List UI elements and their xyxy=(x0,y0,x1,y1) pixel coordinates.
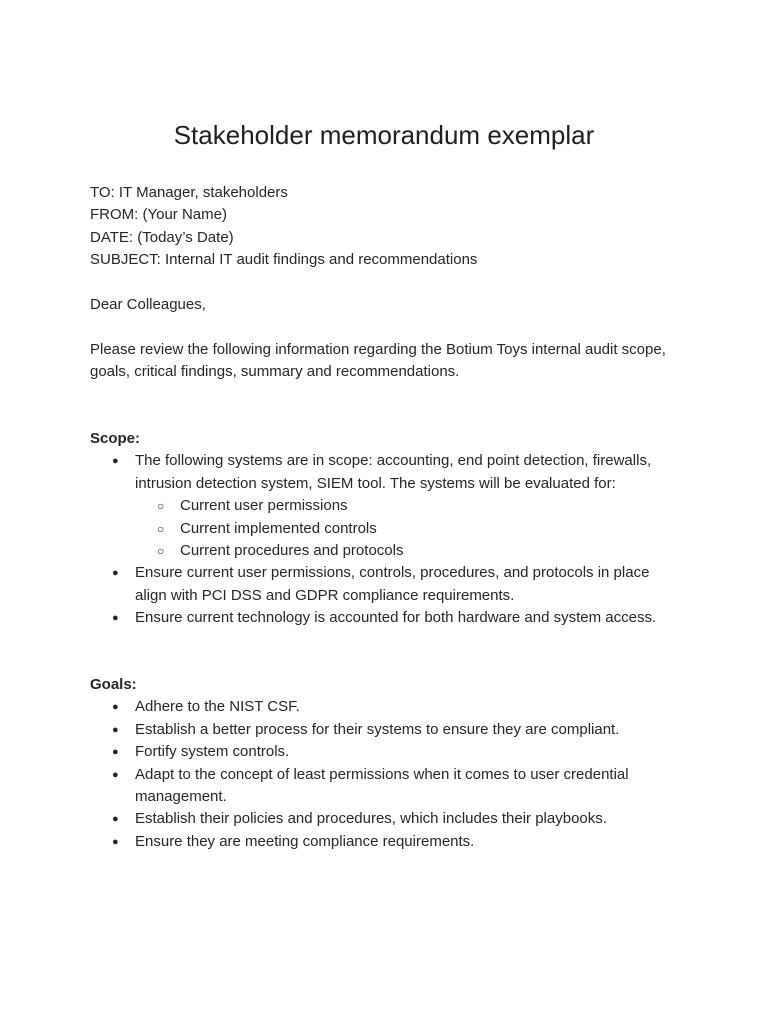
salutation-block xyxy=(90,294,690,316)
bullet-icon: ● xyxy=(112,768,119,781)
list-item-line: management. xyxy=(135,788,227,806)
scope-sub-list xyxy=(135,495,690,562)
hollow-bullet-icon: ○ xyxy=(157,521,165,536)
memo-subject: SUBJECT: Internal IT audit findings and recommendations xyxy=(90,251,478,269)
bullet-icon: ● xyxy=(112,701,119,714)
goals-list xyxy=(90,696,690,853)
list-item-line: intrusion detection system, SIEM tool. The systems will be evaluated for: xyxy=(135,474,616,492)
list-item xyxy=(90,741,690,763)
intro-line: Please review the following information regarding the Botium Toys internal audit scope, xyxy=(90,341,666,358)
list-item-text: Establish a better process for their systems to ensure they are compliant. xyxy=(135,720,620,738)
hollow-bullet-icon: ○ xyxy=(157,544,165,559)
list-item-line: align with PCI DSS and GDPR compliance requirements. xyxy=(135,586,515,604)
list-item-line: Ensure current user permissions, controls, procedures, and protocols in place xyxy=(135,564,650,582)
list-item xyxy=(90,562,690,607)
sub-list-item-text: Current procedures and protocols xyxy=(180,542,404,560)
list-item xyxy=(90,764,690,809)
goals-section xyxy=(90,674,690,853)
list-item xyxy=(90,607,690,629)
list-item xyxy=(90,719,690,741)
sub-list-item xyxy=(135,518,690,540)
sub-list-item-text: Current implemented controls xyxy=(180,519,377,537)
sub-list-item-text: Current user permissions xyxy=(180,497,348,515)
scope-heading: Scope: xyxy=(90,430,141,447)
salutation: Dear Colleagues, xyxy=(90,296,206,313)
hollow-bullet-icon: ○ xyxy=(157,499,165,514)
list-item-text: Ensure they are meeting compliance requirements. xyxy=(135,832,475,850)
list-item xyxy=(90,696,690,718)
intro-line: goals, critical findings, summary and recommendations. xyxy=(90,363,460,381)
memo-header xyxy=(90,182,690,272)
bullet-icon: ● xyxy=(112,612,119,625)
memo-from: FROM: (Your Name) xyxy=(90,206,227,224)
bullet-icon: ● xyxy=(112,746,119,759)
list-item-text: Establish their policies and procedures, which includes their playbooks. xyxy=(135,810,607,828)
scope-section xyxy=(90,428,690,630)
page-title: Stakeholder memorandum exemplar xyxy=(173,120,595,150)
bullet-icon: ● xyxy=(112,455,119,468)
bullet-icon: ● xyxy=(112,813,119,826)
list-item-line: Adapt to the concept of least permissions when it comes to user credential xyxy=(135,765,629,783)
list-item xyxy=(90,450,690,562)
sub-list-item xyxy=(135,495,690,517)
list-item-text: Adhere to the NIST CSF. xyxy=(135,698,300,716)
list-item xyxy=(90,808,690,830)
intro-paragraph xyxy=(90,339,690,384)
list-item xyxy=(90,831,690,853)
list-item-line: The following systems are in scope: accounting, end point detection, firewalls, xyxy=(135,452,652,470)
bullet-icon: ● xyxy=(112,567,119,580)
bullet-icon: ● xyxy=(112,723,119,736)
sub-list-item xyxy=(135,540,690,562)
scope-list xyxy=(90,450,690,629)
memo-date: DATE: (Today’s Date) xyxy=(90,228,234,246)
memo-to: TO: IT Manager, stakeholders xyxy=(90,184,288,201)
bullet-icon: ● xyxy=(112,835,119,848)
goals-heading: Goals: xyxy=(90,676,137,693)
list-item-text: Fortify system controls. xyxy=(135,743,290,761)
list-item-text: Ensure current technology is accounted for both hardware and system access. xyxy=(135,609,657,627)
